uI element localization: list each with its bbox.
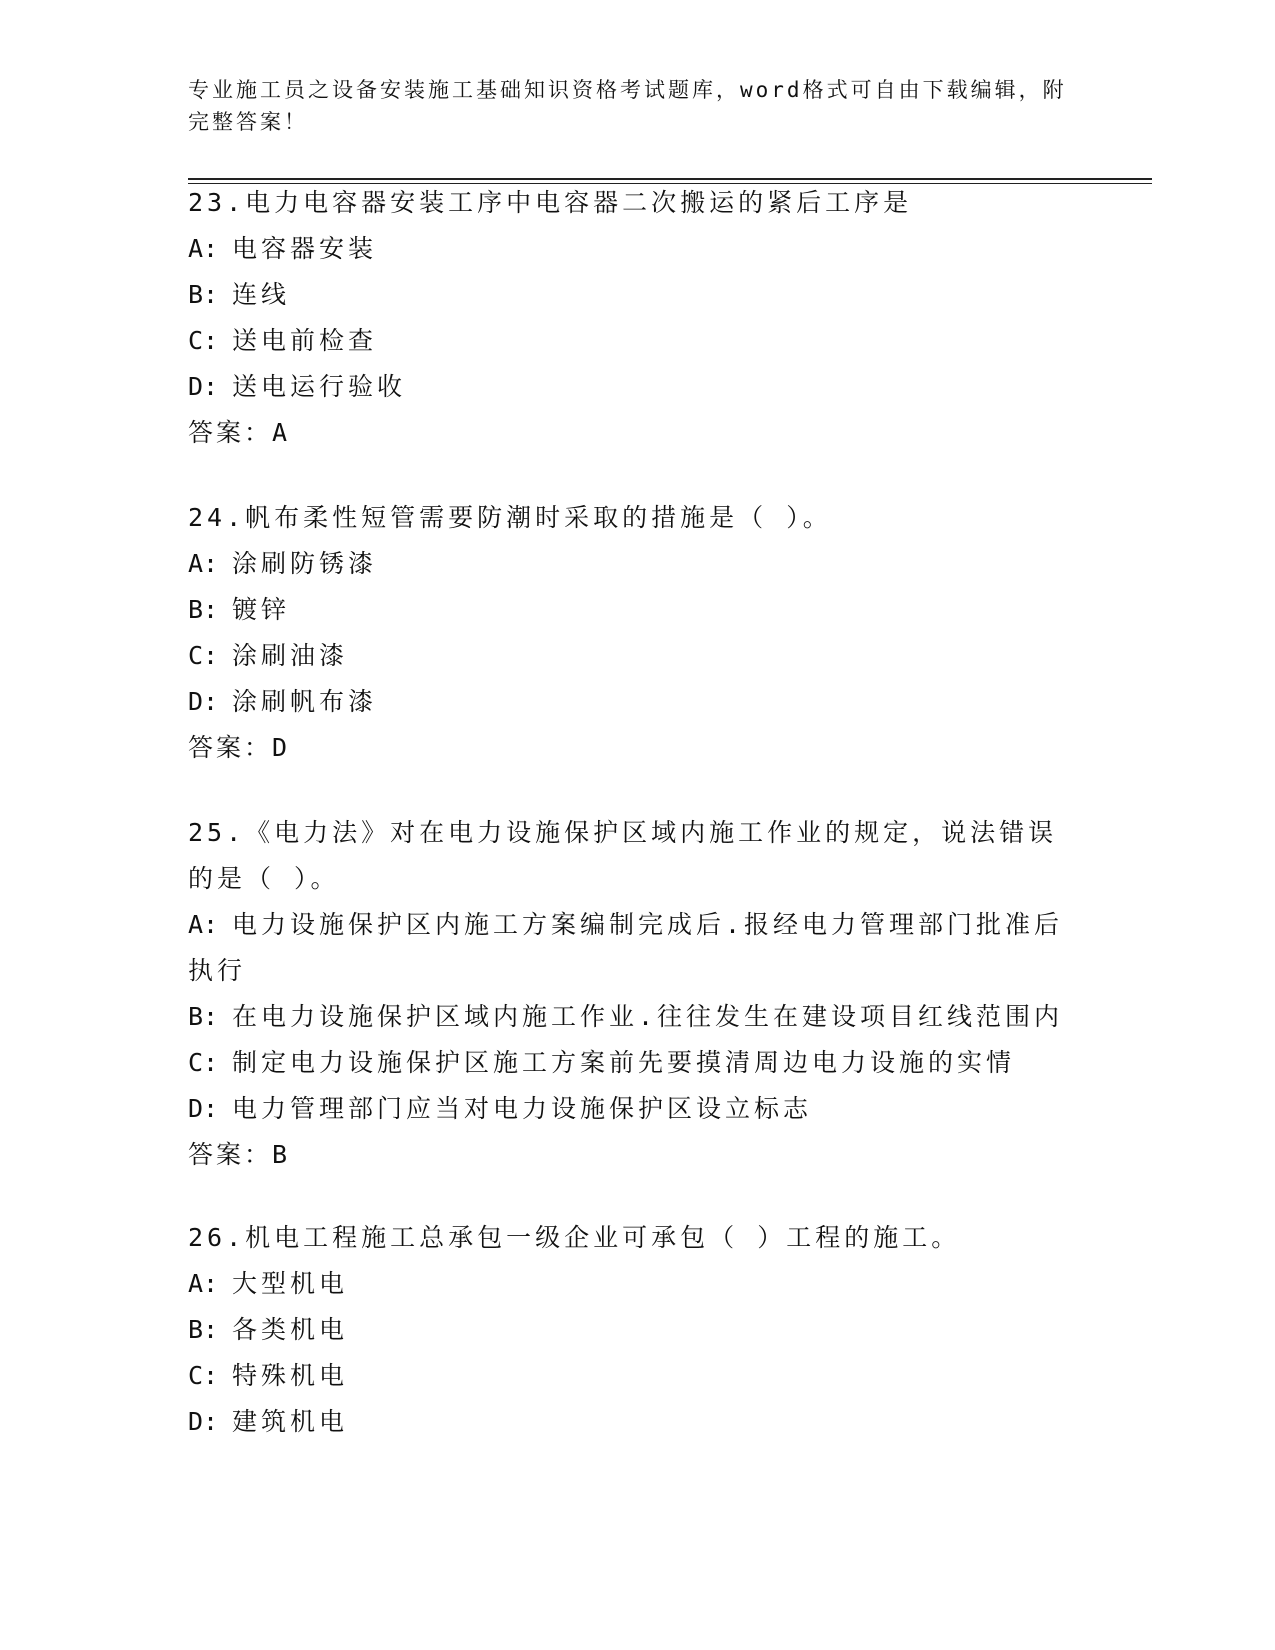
answer-line: [188, 410, 1088, 456]
question-26: [188, 1215, 1088, 1445]
option-letter: A:: [188, 910, 219, 939]
option-letter: B:: [188, 1315, 219, 1344]
option-letter: A:: [188, 1269, 219, 1298]
option-letter: A:: [188, 234, 219, 263]
answer-label: 答案：: [188, 733, 273, 762]
option-text: 送电运行验收: [232, 372, 407, 401]
option-letter: C:: [188, 326, 219, 355]
option-letter: C:: [188, 1361, 219, 1390]
answer-label: 答案：: [188, 418, 273, 447]
option-text: 涂刷防锈漆: [232, 549, 378, 578]
option-letter: C:: [188, 641, 219, 670]
option-c: [188, 633, 1088, 679]
option-text: 制定电力设施保护区施工方案前先要摸清周边电力设施的实情: [232, 1048, 1016, 1077]
answer-label: 答案：: [188, 1140, 273, 1169]
option-b: [188, 272, 1088, 318]
option-a: [188, 226, 1088, 272]
question-24: [188, 495, 1088, 771]
question-stem: 23.电力电容器安装工序中电容器二次搬运的紧后工序是: [188, 188, 913, 217]
option-letter: B:: [188, 280, 219, 309]
answer-value: A: [272, 418, 291, 447]
question-stem: 26.机电工程施工总承包一级企业可承包（ ）工程的施工。: [188, 1223, 961, 1252]
option-text: 大型机电: [232, 1269, 349, 1298]
option-d: [188, 364, 1088, 410]
answer-value: D: [272, 733, 291, 762]
option-letter: D:: [188, 687, 219, 716]
option-c: [188, 1040, 1068, 1086]
option-letter: B:: [188, 1002, 219, 1031]
question-25: [188, 810, 1068, 1178]
option-text: 特殊机电: [232, 1361, 349, 1390]
option-b: [188, 587, 1088, 633]
option-text: 在电力设施保护区域内施工作业.往往发生在建设项目红线范围内: [232, 1002, 1064, 1031]
option-text: 涂刷帆布漆: [232, 687, 378, 716]
option-letter: D:: [188, 372, 219, 401]
option-text: 各类机电: [232, 1315, 349, 1344]
option-letter: B:: [188, 595, 219, 624]
option-c: [188, 1353, 1088, 1399]
question-23: [188, 180, 1088, 456]
option-c: [188, 318, 1088, 364]
answer-line: [188, 1132, 1068, 1178]
option-letter: A:: [188, 549, 219, 578]
question-stem: 24.帆布柔性短管需要防潮时采取的措施是（ ）。: [188, 503, 832, 532]
option-text: 建筑机电: [232, 1407, 349, 1436]
option-b: [188, 1307, 1088, 1353]
option-text: 涂刷油漆: [232, 641, 349, 670]
option-a: [188, 541, 1088, 587]
option-text: 电力管理部门应当对电力设施保护区设立标志: [232, 1094, 813, 1123]
option-d: [188, 1086, 1068, 1132]
option-letter: D:: [188, 1094, 219, 1123]
option-b: [188, 994, 1068, 1040]
option-text: 电力设施保护区内施工方案编制完成后.报经电力管理部门批准后执行: [188, 910, 1064, 985]
option-text: 镀锌: [232, 595, 291, 624]
option-letter: D:: [188, 1407, 219, 1436]
option-letter: C:: [188, 1048, 219, 1077]
option-d: [188, 679, 1088, 725]
answer-line: [188, 725, 1088, 771]
option-text: 连线: [232, 280, 291, 309]
answer-value: B: [272, 1140, 291, 1169]
option-a: [188, 1261, 1088, 1307]
option-text: 电容器安装: [232, 234, 378, 263]
document-header: 专业施工员之设备安装施工基础知识资格考试题库，word格式可自由下载编辑，附完整答案！: [188, 78, 1067, 134]
option-a: [188, 902, 1068, 994]
question-stem: 25.《电力法》对在电力设施保护区域内施工作业的规定，说法错误的是（ ）。: [188, 818, 1058, 893]
option-text: 送电前检查: [232, 326, 378, 355]
option-d: [188, 1399, 1088, 1445]
